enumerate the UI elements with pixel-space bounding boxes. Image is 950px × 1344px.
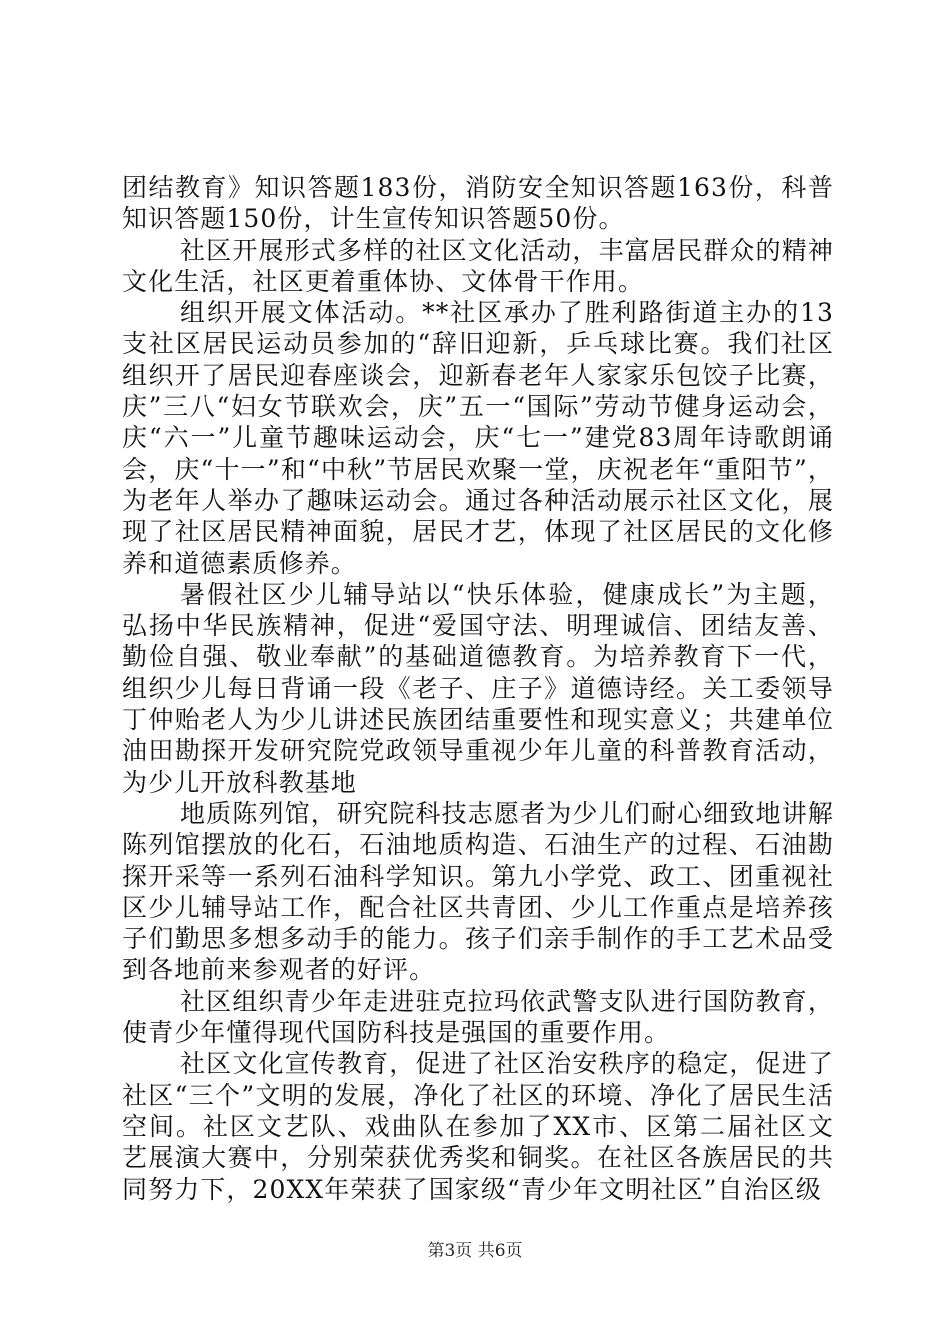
paragraph-3: 组织开展文体活动。**社区承办了胜利路街道主办的13支社区居民运动员参加的“辞旧迎新，乒乓球比赛。我们社区组织开了居民迎春座谈会，迎新春老年人家家乐包饺子比赛，庆”三八“妇女节联欢会，庆”五一“国际”劳动节健身运动会，庆“六一”儿童节趣味运动会，庆“七一”建党83周年诗歌朗诵会，庆“十一”和“中秋”节居民欢聚一堂，庆祝老年“重阳节”，为老年人举办了趣味运动会。通过各种活动展示社区文化，展现了社区居民精神面貌，居民才艺，体现了社区居民的文化修养和道德素质修养。 (122, 298, 834, 578)
paragraph-4: 暑假社区少儿辅导站以“快乐体验，健康成长”为主题，弘扬中华民族精神，促进“爱国守法、明理诚信、团结友善、勤俭自强、敬业奉献”的基础道德教育。为培养教育下一代，组织少儿每日背诵一段《老子、庄子》道德诗经。关工委领导丁仲贻老人为少儿讲述民族团结重要性和现实意义；共建单位油田勘探开发研究院党政领导重视少年儿童的科普教育活动，为少儿开放科教基地 (122, 579, 834, 797)
paragraph-1: 团结教育》知识答题183份，消防安全知识答题163份，科普知识答题150份，计生宣传知识答题50份。 (122, 173, 834, 234)
paragraph-2: 社区开展形式多样的社区文化活动，丰富居民群众的精神文化生活，社区更着重体协、文体骨干作用。 (122, 235, 834, 296)
page-footer (0, 1240, 950, 1262)
page-number-label: 第3页 共6页 (427, 1241, 523, 1261)
paragraph-6: 社区组织青少年走进驻克拉玛依武警支队进行国防教育，使青少年懂得现代国防科技是强国的重要作用。 (122, 986, 834, 1048)
paragraph-7: 社区文化宣传教育，促进了社区治安秩序的稳定，促进了社区“三个”文明的发展，净化了社区的环境、净化了居民生活空间。社区文艺队、戏曲队在参加了XX市、区第二届社区文艺展演大赛中，分别荣获优秀奖和铜奖。在社区各族居民的共同努力下，20XX年荣获了国家级“青少年文明社区”自治区级 (122, 1049, 834, 1204)
paragraph-5: 地质陈列馆，研究院科技志愿者为少儿们耐心细致地讲解陈列馆摆放的化石，石油地质构造、石油生产的过程、石油勘探开采等一系列石油科学知识。第九小学党、政工、团重视社区少儿辅导站工作，配合社区共青团、少儿工作重点是培养孩子们勤思多想多动手的能力。孩子们亲手制作的手工艺术品受到各地前来参观者的好评。 (122, 798, 834, 985)
document-body (122, 172, 834, 1205)
